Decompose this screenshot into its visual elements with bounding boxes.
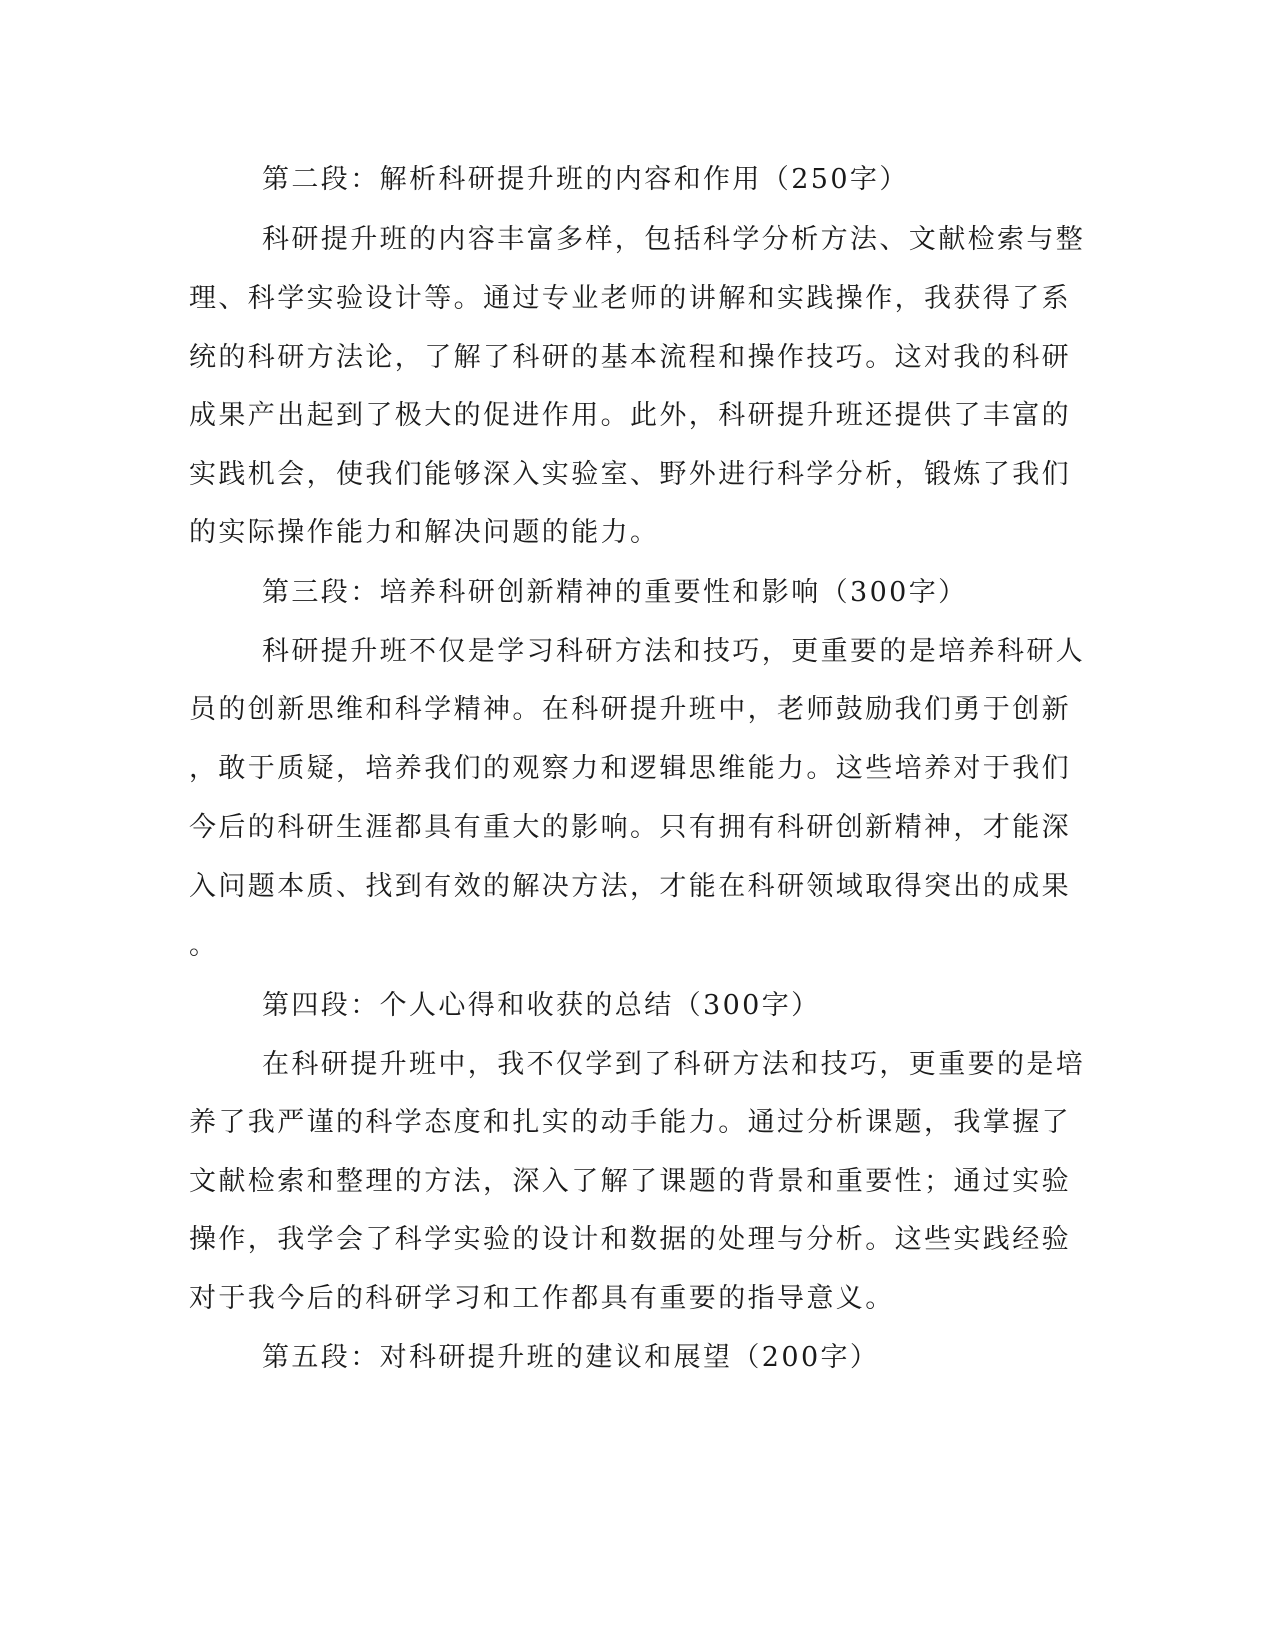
section-heading-2: 第二段：解析科研提升班的内容和作用（250字） — [262, 164, 909, 195]
paragraph-line: 养了我严谨的科学态度和扎实的动手能力。通过分析课题，我掌握了 — [189, 1107, 1071, 1138]
paragraph-line: 理、科学实验设计等。通过专业老师的讲解和实践操作，我获得了系 — [189, 283, 1071, 314]
paragraph-line: ，敢于质疑，培养我们的观察力和逻辑思维能力。这些培养对于我们 — [189, 753, 1071, 784]
paragraph-line: 。 — [189, 930, 219, 961]
paragraph-line: 在科研提升班中，我不仅学到了科研方法和技巧，更重要的是培 — [262, 1049, 1086, 1080]
paragraph-line: 入问题本质、找到有效的解决方法，才能在科研领域取得突出的成果 — [189, 871, 1071, 902]
paragraph-line: 员的创新思维和科学精神。在科研提升班中，老师鼓励我们勇于创新 — [189, 694, 1071, 725]
paragraph-line: 科研提升班不仅是学习科研方法和技巧，更重要的是培养科研人 — [262, 636, 1086, 667]
paragraph-line: 实践机会，使我们能够深入实验室、野外进行科学分析，锻炼了我们 — [189, 459, 1071, 490]
paragraph-line: 的实际操作能力和解决问题的能力。 — [189, 517, 660, 548]
paragraph-line: 成果产出起到了极大的促进作用。此外，科研提升班还提供了丰富的 — [189, 400, 1071, 431]
paragraph-line: 对于我今后的科研学习和工作都具有重要的指导意义。 — [189, 1283, 895, 1314]
paragraph-line: 今后的科研生涯都具有重大的影响。只有拥有科研创新精神，才能深 — [189, 812, 1071, 843]
paragraph-line: 文献检索和整理的方法，深入了解了课题的背景和重要性；通过实验 — [189, 1166, 1071, 1197]
paragraph-line: 操作，我学会了科学实验的设计和数据的处理与分析。这些实践经验 — [189, 1224, 1071, 1255]
paragraph-line: 统的科研方法论，了解了科研的基本流程和操作技巧。这对我的科研 — [189, 342, 1071, 373]
section-heading-4: 第四段：个人心得和收获的总结（300字） — [262, 990, 821, 1021]
section-heading-5: 第五段：对科研提升班的建议和展望（200字） — [262, 1342, 880, 1373]
section-heading-3: 第三段：培养科研创新精神的重要性和影响（300字） — [262, 577, 968, 608]
paragraph-line: 科研提升班的内容丰富多样，包括科学分析方法、文献检索与整 — [262, 224, 1086, 255]
